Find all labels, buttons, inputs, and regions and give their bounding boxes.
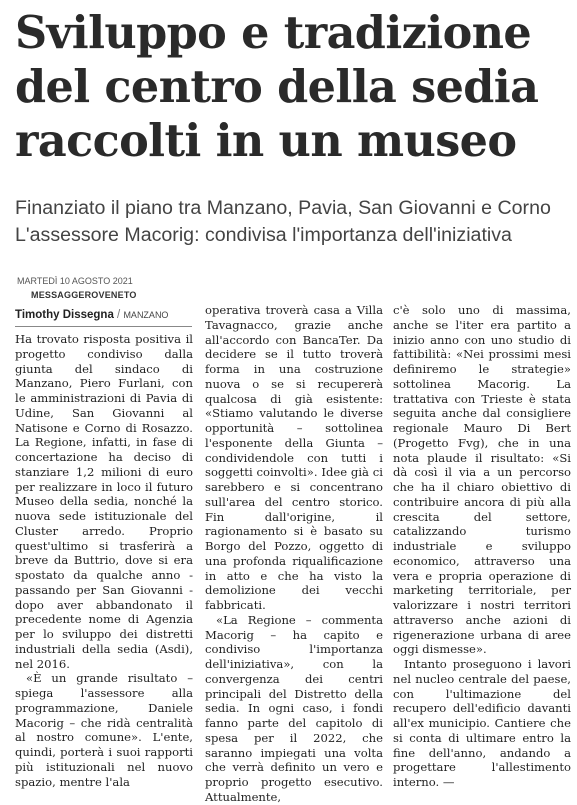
publication-source: MESSAGGEROVENETO <box>31 290 137 300</box>
paragraph: c'è solo uno di massima, anche se l'iter era partito a inizio anno con uno studio di fattibilità: «Nei prossimi mesi definiremo le strategie» sottolinea Macorig. La trattativa con Trieste è stata seguita anche dal consigliere regionale Mauro Di Bert (Progetto Fvg), che in una nota plaude il risultato: «Si dà così il via a un percorso che ha il chiaro obiettivo di contribuire ancora di più alla crescita del settore, catalizzando turismo industriale e sviluppo economico, attraverso una vera e propria operazione di marketing territoriale, per valorizzare i nostri territori attraverso anche azioni di rigenerazione urbana di aree oggi dismesse». <box>393 303 571 657</box>
headline-line: Sviluppo e tradizione <box>15 7 532 59</box>
text-column-2 <box>205 303 383 805</box>
paragraph: operativa troverà casa a Villa Tavagnacco, grazie anche all'accordo con BancaTer. Da decidere se il tutto troverà forma in una costruzione nuova o se si recupererà qualcosa di già esistente: «Stiamo valutando le diverse opportunità – sottolinea l'esponente della Giunta – condividendole con tutti i soggetti coinvolti». Idee già ci sarebbero e si concentrano sull'area del centro storico. Fin dall'origine, il ragionamento si è basato su Borgo del Pozzo, oggetto di una profonda riqualificazione in atto e che ha visto la demolizione dei vecchi fabbricati. <box>205 303 383 612</box>
byline-divider <box>15 326 192 327</box>
byline <box>15 309 168 321</box>
dateline-place: MANZANO <box>123 310 169 320</box>
text-column-1 <box>15 332 193 789</box>
paragraph: «La Regione – commenta Macorig – ha capito e condiviso l'importanza dell'iniziativa», con la convergenza dei centri principali del Distretto della sedia. In ogni caso, i fondi fanno parte del capitolo di spesa per il 2022, che saranno impiegati una volta che verrà definito un vero e proprio progetto esecutivo. Attualmente, <box>205 612 383 804</box>
text-column-3 <box>393 303 571 790</box>
paragraph: Ha trovato risposta positiva il progetto condiviso dalla giunta del sindaco di Manzano, Piero Furlani, con le amministrazioni di Pavia di Udine, San Giovanni al Natisone e Corno di Rosazzo. La Regione, infatti, in fase di concertazione ha deciso di stanziare 1,2 milioni di euro per realizzare in loco il futuro Museo della sedia, nonché la nuova sede istituzionale del Cluster arredo. Proprio quest'ultimo si trasferirà a breve da Buttrio, dove si era spostato da qualche anno - passando per San Giovanni - dopo aver abbandonato il precedente nome di Agenzia per lo sviluppo dei distretti industriali della sedia (Asdi), nel 2016. <box>15 332 193 671</box>
subtitle-line: L'assessore Macorig: condivisa l'importanza dell'iniziativa <box>15 224 512 246</box>
subtitle-line: Finanziato il piano tra Manzano, Pavia, San Giovanni e Corno <box>15 197 551 219</box>
author-name: Timothy Dissegna <box>15 309 114 321</box>
headline-line: del centro della sedia <box>15 61 539 113</box>
publication-date: MARTEDÌ 10 AGOSTO 2021 <box>17 276 133 286</box>
paragraph: «È un grande risultato – spiega l'assessore alla programmazione, Daniele Macorig – che ridà centralità al nostro comune». L'ente, quindi, porterà i suoi rapporti più istituzionali nel nuovo spazio, mentre l'ala <box>15 671 193 789</box>
byline-separator: / <box>113 309 124 321</box>
headline-line: raccolti in un museo <box>15 115 517 167</box>
paragraph: Intanto proseguono i lavori nel nucleo centrale del paese, con l'ultimazione del recupero dell'edificio davanti all'ex municipio. Cantiere che si conta di ultimare entro la fine dell'anno, andando a progettare l'allestimento interno. — <box>393 657 571 789</box>
subtitle <box>15 195 575 249</box>
headline <box>15 6 570 168</box>
